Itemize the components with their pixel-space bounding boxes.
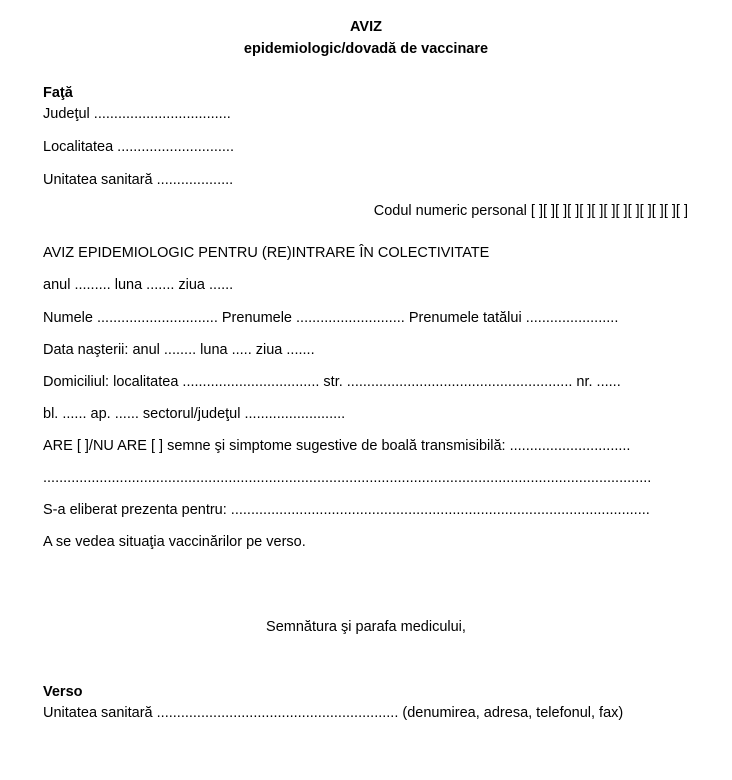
address-line: bl. ...... ap. ...... sectorul/judeţul ......................... xyxy=(43,406,346,422)
judetul-field: Judeţul .................................. xyxy=(43,106,231,122)
verso-heading: Verso xyxy=(43,684,83,700)
localitatea-field: Localitatea ............................. xyxy=(43,139,234,155)
date-line: anul ......... luna ....... ziua ...... xyxy=(43,277,234,293)
name-line: Numele .............................. Prenumele ........................... Prenumele tatălui ....................... xyxy=(43,310,619,326)
aviz-section-title: AVIZ EPIDEMIOLOGIC PENTRU (RE)INTRARE ÎN COLECTIVITATE xyxy=(43,245,490,261)
vaccinari-note: A se vedea situaţia vaccinărilor pe verso. xyxy=(43,534,306,550)
front-heading: Faţă xyxy=(43,85,73,101)
verso-unitatea-line: Unitatea sanitară ............................................................ (denumirea, adresa, telefonul, fax) xyxy=(43,705,624,721)
cnp-field: Codul numeric personal [ ][ ][ ][ ][ ][ ][ ][ ][ ][ ][ ][ ][ ] xyxy=(373,203,688,219)
unitatea-sanitara-field: Unitatea sanitară ................... xyxy=(43,172,234,188)
document-title: AVIZ xyxy=(350,19,382,35)
birth-date-line: Data naşterii: anul ........ luna ..... ziua ....... xyxy=(43,342,315,358)
continuation-dots-line: ....................................................................................................................................................... xyxy=(43,470,652,486)
document-subtitle: epidemiologic/dovadă de vaccinare xyxy=(243,41,489,57)
signature-label: Semnătura şi parafa medicului, xyxy=(266,619,466,635)
eliberat-line: S-a eliberat prezenta pentru: ........................................................................................................ xyxy=(43,502,650,518)
domiciliu-line: Domiciliul: localitatea .................................. str. ........................................................ nr. ...... xyxy=(43,374,621,390)
symptoms-line: ARE [ ]/NU ARE [ ] semne şi simptome sugestive de boală transmisibilă: .............................. xyxy=(43,438,631,454)
